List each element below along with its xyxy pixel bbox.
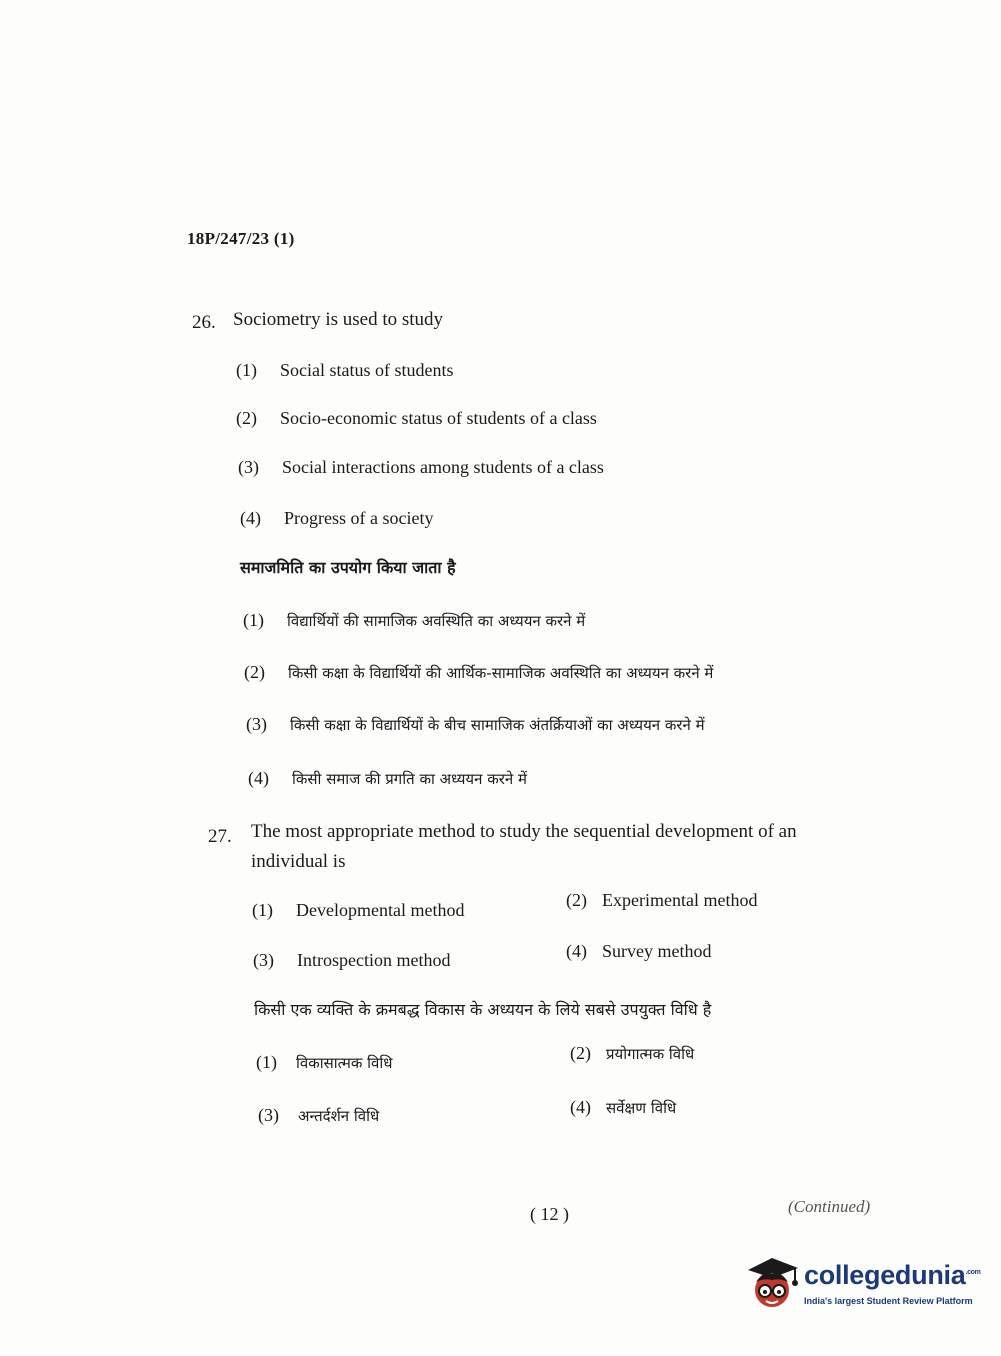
option-text: Social status of students [280, 360, 454, 380]
q27-option-3 [253, 950, 450, 971]
q26-hindi-option-1 [243, 610, 585, 631]
option-number: (2) [570, 1043, 591, 1063]
question-27-hindi-text: किसी एक व्यक्ति के क्रमबद्ध विकास के अध्ययन के लिये सबसे उपयुक्त विधि है [254, 1000, 712, 1019]
logo-brand [804, 1260, 981, 1291]
option-text: Introspection method [297, 950, 451, 970]
option-text: Experimental method [602, 890, 758, 910]
option-number: (2) [236, 408, 257, 428]
question-26-text: Sociometry is used to study [233, 309, 444, 330]
question-26-number: 26. [192, 312, 216, 333]
q27-option-2 [566, 890, 757, 911]
option-text: किसी समाज की प्रगति का अध्ययन करने में [292, 770, 527, 788]
option-text: सर्वेक्षण विधि [606, 1099, 677, 1117]
option-text: Progress of a society [284, 508, 434, 528]
option-text: Survey method [602, 941, 712, 961]
brand-suffix: .com [965, 1269, 981, 1276]
option-number: (2) [244, 662, 265, 682]
option-number: (4) [240, 508, 261, 528]
brand-name: collegedunia [804, 1260, 966, 1290]
option-text: Social interactions among students of a class [282, 457, 604, 477]
option-number: (1) [256, 1052, 277, 1072]
q27-option-1 [252, 900, 464, 921]
option-number: (3) [258, 1105, 279, 1125]
q26-option-1 [236, 360, 454, 381]
question-27-number: 27. [208, 826, 232, 847]
mascot-icon [742, 1252, 802, 1314]
option-number: (3) [238, 457, 259, 477]
option-text: विद्यार्थियों की सामाजिक अवस्थिति का अध्ययन करने में [287, 612, 586, 630]
logo-tagline: India's largest Student Review Platform [804, 1296, 973, 1306]
option-number: (3) [253, 950, 274, 970]
q26-hindi-option-3 [246, 714, 705, 735]
question-27-text-line2: individual is [251, 851, 346, 872]
option-text: किसी कक्षा के विद्यार्थियों के बीच सामाजिक अंतर्क्रियाओं का अध्ययन करने में [290, 716, 705, 734]
paper-code: 18P/247/23 (1) [187, 229, 295, 248]
option-number: (4) [248, 768, 269, 788]
option-number: (4) [566, 941, 587, 961]
question-26-hindi-text: समाजमिति का उपयोग किया जाता है [240, 558, 456, 577]
option-text: Developmental method [296, 900, 465, 920]
collegedunia-logo[interactable] [742, 1252, 981, 1318]
q27-hindi-option-1 [256, 1052, 392, 1073]
q27-hindi-option-2 [570, 1043, 694, 1064]
option-text: विकासात्मक विधि [296, 1054, 393, 1072]
q26-hindi-option-2 [244, 662, 713, 683]
q27-hindi-option-4 [570, 1097, 676, 1118]
question-27-text-line1: The most appropriate method to study the sequential development of an [251, 821, 797, 842]
q27-hindi-option-3 [258, 1105, 379, 1126]
q26-option-4 [240, 508, 433, 529]
option-number: (4) [570, 1097, 591, 1117]
option-number: (1) [252, 900, 273, 920]
continued-label: (Continued) [788, 1197, 871, 1216]
option-text: प्रयोगात्मक विधि [606, 1045, 695, 1063]
option-number: (1) [236, 360, 257, 380]
option-text: किसी कक्षा के विद्यार्थियों की आर्थिक-सामाजिक अवस्थिति का अध्ययन करने में [288, 664, 714, 682]
q26-option-3 [238, 457, 604, 478]
q26-hindi-option-4 [248, 768, 527, 789]
page-number: ( 12 ) [530, 1204, 569, 1224]
option-number: (2) [566, 890, 587, 910]
option-number: (1) [243, 610, 264, 630]
option-text: अन्तर्दर्शन विधि [298, 1107, 380, 1125]
q27-option-4 [566, 941, 712, 962]
option-text: Socio-economic status of students of a class [280, 408, 597, 428]
option-number: (3) [246, 714, 267, 734]
q26-option-2 [236, 408, 597, 429]
